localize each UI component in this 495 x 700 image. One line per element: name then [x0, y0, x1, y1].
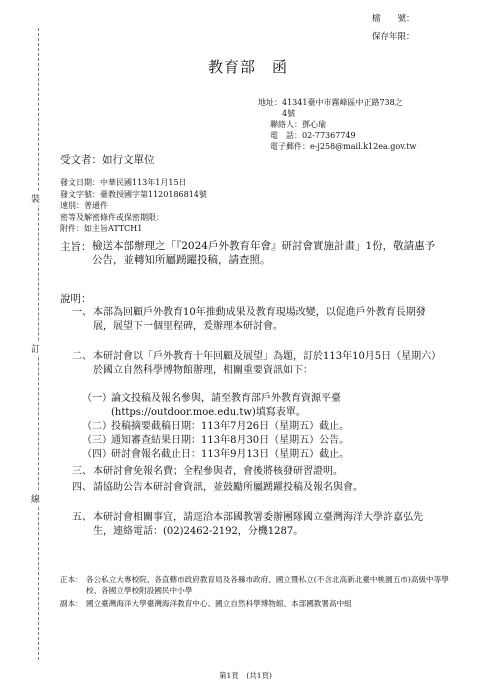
contact-phone: 電 話：02-77367749 — [270, 131, 356, 140]
item-text: 請協助公告本研討會資訊，並鼓勵所屬踴躍投稿及報名與會。 — [93, 482, 363, 493]
item-text: 本研討會免報名費；全程參與者，會後將核發研習證明。 — [93, 466, 343, 477]
item-number: 一、 — [72, 307, 92, 318]
distribution-copy — [60, 598, 460, 609]
distribution-copy-text: 國立臺灣海洋大學臺灣海洋教育中心、國立自然科學博物館、本部國教署高中組 — [86, 599, 352, 608]
attachment: 附件：如主旨ATTCH1 — [60, 224, 143, 233]
page-title: 教育部 函 — [208, 58, 289, 76]
item-number: 三、 — [72, 466, 92, 477]
subitem-text: 投稿摘要截稿日期：113年7月26日（星期五）截止。 — [111, 421, 350, 432]
subitem-number: （二） — [82, 421, 112, 432]
secrecy: 密等及解密條件或保密期限： — [60, 212, 164, 222]
document-number: 發文字號：臺教授國字第1120186814號 — [60, 189, 207, 199]
subject-label: 主旨： — [60, 241, 92, 253]
subitem-number: （三） — [82, 435, 112, 446]
recipient: 受文者：如行文單位 — [60, 154, 155, 166]
contact-address-1: 地址：41341臺中市霧峰區中正路738之 — [258, 98, 403, 107]
list-item — [72, 511, 440, 539]
distribution-main-text: 各公私立大專校院、各直轄市政府教育局及各縣市政府、國立暨私立(不含北高新北臺中桃園五市)高級中等學校、各國立學校附設國民中小學 — [86, 575, 449, 595]
subitem-text: 論文投稿及報名參與，請至教育部戶外教育資源平臺(https://outdoor.moe.edu.tw)填寫表單。 — [111, 393, 341, 418]
subitem-text: 研討會報名截止日：113年9月13日（星期五）截止。 — [111, 449, 350, 460]
item-text: 本研討會以「戶外教育十年回顧及展望」為題，訂於113年10月5日（星期六）於國立自然科學博物館辦理，相關重要資訊如下： — [93, 351, 437, 376]
item-text: 本研討會相關事宜，請逕洽本部國教署委辦團隊國立臺灣海洋大學許嘉弘先生，連絡電話：(02)2462-2192，分機1287。 — [93, 512, 423, 537]
sub-list-item — [82, 392, 440, 420]
list-item — [72, 306, 440, 334]
sub-list-item — [82, 420, 440, 434]
list-item — [72, 350, 440, 378]
sub-list-item — [82, 448, 440, 462]
subitem-text: 通知審查結果日期：113年8月30日（星期五）公告。 — [111, 435, 350, 446]
retention-label: 保存年限： — [372, 32, 415, 42]
item-number: 五、 — [72, 512, 92, 523]
binding-mark-zhuang: 裝 — [31, 192, 40, 205]
contact-block — [258, 97, 416, 152]
binding-mark-ding: 訂 — [31, 342, 40, 355]
subitem-number: （一） — [82, 393, 112, 404]
file-number-label: 檔 號： — [372, 14, 415, 24]
distribution-main-label: 正本： — [60, 575, 83, 584]
send-date: 發文日期：中華民國113年1月15日 — [60, 178, 187, 187]
subitem-number: （四） — [82, 449, 112, 460]
list-item — [72, 465, 440, 479]
contact-person: 聯絡人：鄧心瑜 — [270, 120, 326, 129]
page-number: 第1頁 (共1頁) — [219, 671, 272, 680]
explanation-label: 說明： — [60, 293, 92, 305]
speed: 速別：普通件 — [60, 201, 108, 210]
subject-text: 檢送本部辦理之「『2024戶外教育年會』研討會實施計畫」1份，敬請惠予公告，並轉知所屬踴躍投稿，請查照。 — [92, 240, 436, 266]
distribution-copy-label: 副本： — [60, 599, 83, 608]
contact-address-2: 4號 — [282, 109, 296, 118]
binding-mark-xian: 線 — [31, 492, 40, 505]
contact-email: 電子郵件：e-j258@mail.k12ea.gov.tw — [270, 142, 417, 151]
item-text: 本部為回顧戶外教育10年推動成果及教育現場改變，以促進戶外教育長期發展，展望下一個里程碑，爰辦理本研討會。 — [93, 307, 426, 332]
item-number: 二、 — [72, 351, 92, 362]
distribution-main — [60, 574, 460, 596]
meta-block — [60, 177, 207, 235]
list-item — [72, 481, 440, 495]
sub-list-item — [82, 434, 440, 448]
item-number: 四、 — [72, 482, 92, 493]
